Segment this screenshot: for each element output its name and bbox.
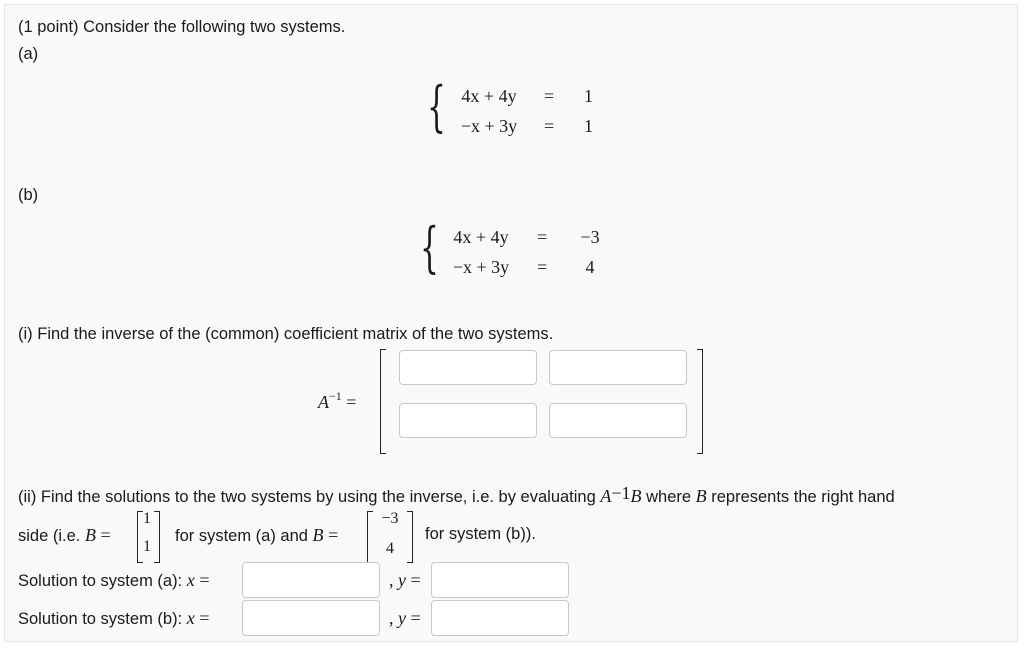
question-ii-line2-end: for system (b)). xyxy=(425,525,536,543)
solution-b-label: Solution to system (b): x = xyxy=(18,608,210,628)
system-b-eq2-lhs: −x + 3y xyxy=(452,257,510,277)
inverse-cell-2-2[interactable] xyxy=(549,403,687,438)
system-b-eq2-equals: = xyxy=(537,257,548,277)
vec-a-right-bracket xyxy=(154,511,160,563)
part-b-label: (b) xyxy=(18,186,39,204)
system-a-eq2-rhs: 1 xyxy=(584,116,593,136)
brace-b: { xyxy=(420,216,439,279)
solution-a-y-label: , y = xyxy=(389,570,421,590)
system-a-eq2-lhs: −x + 3y xyxy=(460,116,518,136)
system-a-eq1-rhs: 1 xyxy=(584,86,593,106)
system-b-eq1-lhs: 4x + 4y xyxy=(453,227,509,247)
solution-a-y-input[interactable] xyxy=(431,562,569,598)
question-ii-line2-mid: for system (a) and B = xyxy=(175,525,339,545)
inverse-cell-1-2[interactable] xyxy=(549,350,687,385)
solution-b-x-input[interactable] xyxy=(242,600,380,636)
vec-a-top: 1 xyxy=(143,510,151,527)
system-b-eq1-rhs: −3 xyxy=(580,227,600,247)
vec-b-left-bracket xyxy=(367,511,373,563)
brace-a: { xyxy=(427,75,446,138)
question-ii-line2-start: side (i.e. B = xyxy=(18,525,111,545)
system-b-eq2-rhs: 4 xyxy=(585,257,595,277)
question-ii-line1: (ii) Find the solutions to the two systems by using the inverse, i.e. by evaluating $A^{-1}B$ where B represents the right hand xyxy=(18,483,895,506)
vec-a-bottom: 1 xyxy=(143,538,151,555)
matrix-left-bracket xyxy=(380,349,386,454)
matrix-right-bracket xyxy=(697,349,703,454)
system-a-eq1-equals: = xyxy=(544,86,555,106)
part-a-label: (a) xyxy=(18,45,39,63)
solution-a-label: Solution to system (a): x = xyxy=(18,570,210,590)
system-b-eq1-equals: = xyxy=(537,227,548,247)
problem-header: (1 point) Consider the following two systems. xyxy=(18,18,346,36)
solution-b-y-label: , y = xyxy=(389,608,421,628)
system-a-eq2-equals: = xyxy=(544,116,555,136)
vec-b-top: −3 xyxy=(381,510,399,527)
system-a-eq1-lhs: 4x + 4y xyxy=(461,86,517,106)
vec-b-right-bracket xyxy=(407,511,413,563)
vec-b-bottom: 4 xyxy=(386,540,394,557)
inverse-cell-1-1[interactable] xyxy=(399,350,537,385)
question-i-text: (i) Find the inverse of the (common) coefficient matrix of the two systems. xyxy=(18,325,554,343)
solution-a-x-input[interactable] xyxy=(242,562,380,598)
solution-b-y-input[interactable] xyxy=(431,600,569,636)
inverse-matrix-label: $A^{-1}$ = xyxy=(318,389,357,412)
inverse-cell-2-1[interactable] xyxy=(399,403,537,438)
